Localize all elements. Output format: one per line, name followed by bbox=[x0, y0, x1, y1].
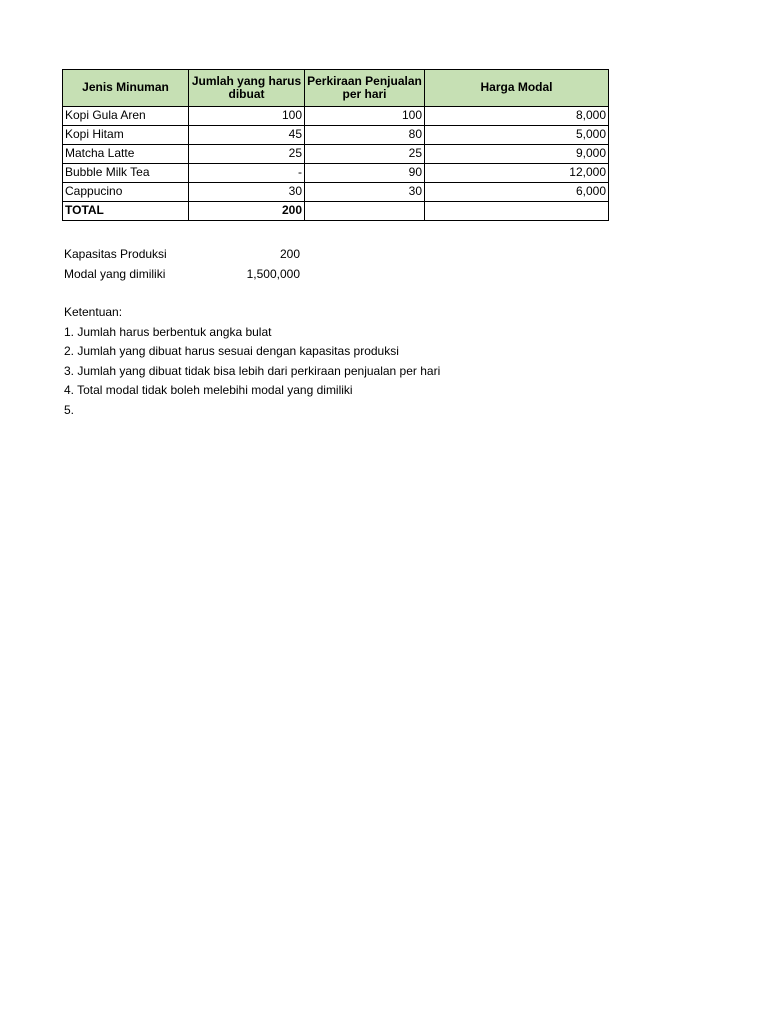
rule-item[interactable]: 5. bbox=[64, 402, 75, 417]
rule-item[interactable]: 1. Jumlah harus berbentuk angka bulat bbox=[64, 324, 272, 339]
cell-harga-modal[interactable]: 12,000 bbox=[425, 164, 609, 183]
rule-item[interactable]: 3. Jumlah yang dibuat tidak bisa lebih dari perkiraan penjualan per hari bbox=[64, 363, 441, 378]
cell-jenis-minuman[interactable]: Kopi Hitam bbox=[63, 126, 189, 145]
cell-harga-modal[interactable]: 8,000 bbox=[425, 107, 609, 126]
cell-harga-modal[interactable]: 5,000 bbox=[425, 126, 609, 145]
rule-item[interactable]: 4. Total modal tidak boleh melebihi modal yang dimiliki bbox=[64, 383, 353, 397]
info-block bbox=[64, 245, 300, 284]
kapasitas-row bbox=[64, 245, 300, 265]
rules-title[interactable]: Ketentuan: bbox=[64, 305, 123, 319]
cell-perkiraan-penjualan[interactable]: 30 bbox=[305, 183, 425, 202]
cell-perkiraan-penjualan[interactable]: 90 bbox=[305, 164, 425, 183]
header-perkiraan-penjualan[interactable]: Perkiraan Penjualan per hari bbox=[305, 70, 425, 107]
total-harga[interactable] bbox=[425, 202, 609, 221]
cell-perkiraan-penjualan[interactable]: 80 bbox=[305, 126, 425, 145]
cell-jumlah-dibuat[interactable]: 25 bbox=[189, 145, 305, 164]
cell-harga-modal[interactable]: 9,000 bbox=[425, 145, 609, 164]
cell-jumlah-dibuat[interactable]: - bbox=[189, 164, 305, 183]
total-row bbox=[63, 202, 609, 221]
cell-jumlah-dibuat[interactable]: 45 bbox=[189, 126, 305, 145]
rules-block bbox=[64, 303, 440, 420]
rule-item[interactable]: 2. Jumlah yang dibuat harus sesuai dengan kapasitas produksi bbox=[64, 344, 399, 358]
modal-row bbox=[64, 265, 300, 285]
table-header-row bbox=[63, 70, 609, 107]
header-jumlah-dibuat[interactable]: Jumlah yang harus dibuat bbox=[189, 70, 305, 107]
cell-jenis-minuman[interactable]: Bubble Milk Tea bbox=[63, 164, 189, 183]
total-label[interactable]: TOTAL bbox=[63, 202, 189, 221]
kapasitas-value[interactable]: 200 bbox=[279, 247, 300, 261]
table-row bbox=[63, 164, 609, 183]
header-jenis-minuman[interactable]: Jenis Minuman bbox=[63, 70, 189, 107]
cell-jumlah-dibuat[interactable]: 100 bbox=[189, 107, 305, 126]
cell-perkiraan-penjualan[interactable]: 100 bbox=[305, 107, 425, 126]
cell-jenis-minuman[interactable]: Cappucino bbox=[63, 183, 189, 202]
modal-value[interactable]: 1,500,000 bbox=[246, 266, 300, 281]
kapasitas-label[interactable]: Kapasitas Produksi bbox=[64, 247, 167, 261]
modal-label[interactable]: Modal yang dimiliki bbox=[64, 266, 166, 281]
table-row bbox=[63, 145, 609, 164]
total-jumlah[interactable]: 200 bbox=[189, 202, 305, 221]
header-harga-modal[interactable]: Harga Modal bbox=[425, 70, 609, 107]
cell-jenis-minuman[interactable]: Kopi Gula Aren bbox=[63, 107, 189, 126]
production-table bbox=[62, 69, 609, 221]
cell-jenis-minuman[interactable]: Matcha Latte bbox=[63, 145, 189, 164]
total-penjualan[interactable] bbox=[305, 202, 425, 221]
cell-perkiraan-penjualan[interactable]: 25 bbox=[305, 145, 425, 164]
cell-harga-modal[interactable]: 6,000 bbox=[425, 183, 609, 202]
table-row bbox=[63, 126, 609, 145]
table-row bbox=[63, 107, 609, 126]
cell-jumlah-dibuat[interactable]: 30 bbox=[189, 183, 305, 202]
table-row bbox=[63, 183, 609, 202]
